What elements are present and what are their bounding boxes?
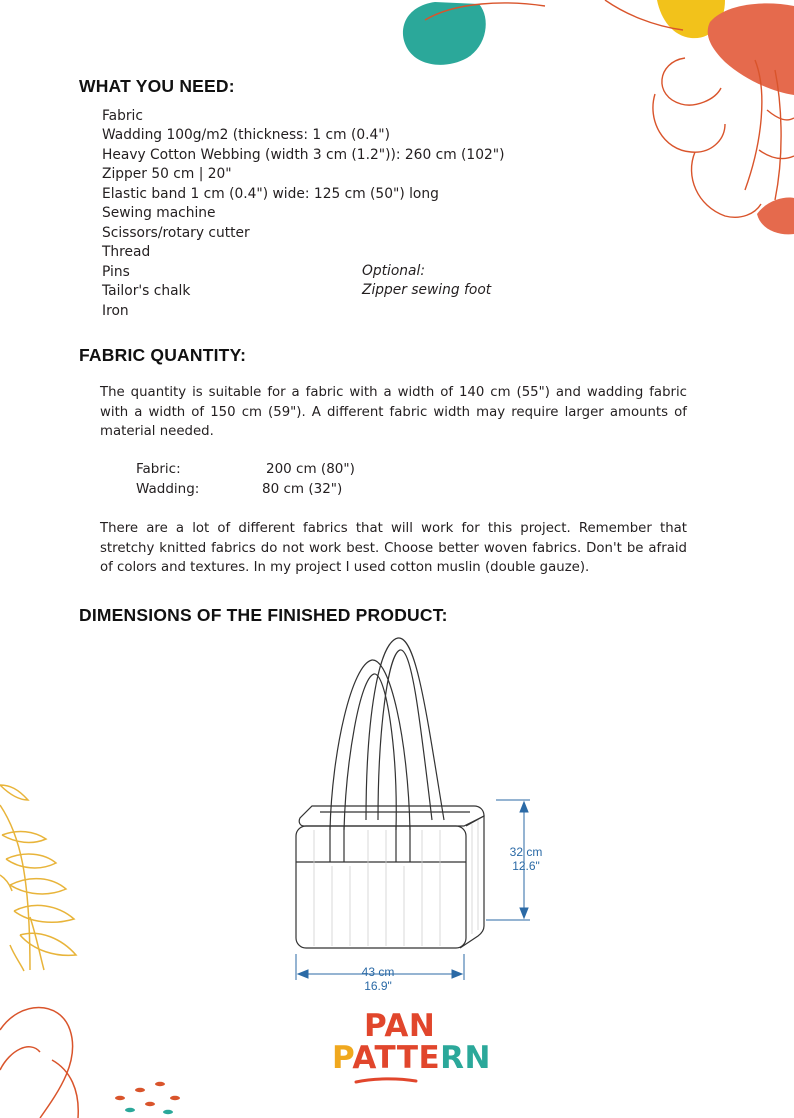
fabric-amount: 200 cm (80") [266,461,355,477]
width-label [350,965,406,993]
wadding-amount: 80 cm (32") [262,481,343,497]
needs-item: Zipper 50 cm | 20" [102,166,232,183]
section-title-what-you-need: WHAT YOU NEED: [79,76,235,96]
quantity-intro-text: The quantity is suitable for a fabric with a width of 140 cm (55") and wadding fabric with a width of 150 cm (59"). A different fabric width may require larger amounts of material needed. [100,385,687,440]
needs-item: Fabric [102,108,143,124]
needs-item: Tailor's chalk [102,283,191,300]
needs-item: Heavy Cotton Webbing (width 3 cm (1.2")): 260 cm (102") [102,146,505,163]
wadding-label: Wadding: [136,481,200,497]
optional-item: Zipper sewing foot [362,282,492,299]
logo-letter: E [418,1040,441,1076]
section-title-dimensions: DIMENSIONS OF THE FINISHED PRODUCT: [79,605,448,625]
logo-line-pan [364,1008,435,1044]
height-cm: 32 cm [509,845,543,859]
logo-letter: T [374,1040,397,1076]
optional-list [362,262,491,301]
logo-letter: N [464,1040,491,1076]
front-handle [330,660,410,830]
coral-blob-bottom [757,198,794,235]
logo-letter: R [440,1040,465,1076]
needs-item: Wadding 100g/m2 (thickness: 1 cm (0.4") [102,127,391,144]
section-title-fabric-quantity: FABRIC QUANTITY: [79,345,247,365]
bottom-left-decoration [0,990,200,1118]
optional-label: Optional: [362,263,425,279]
height-label [498,845,554,873]
width-cm: 43 cm [361,965,395,979]
bag-front [296,826,466,948]
needs-item: Iron [102,302,129,319]
fabric-note-text: There are a lot of different fabrics that will work for this project. Remember that stretchy knitted fabrics do not work best. Choose better woven fabrics. Don't be afraid of colors and textures. In my project I used cotton muslin (double gauze). [100,521,687,576]
fabric-label: Fabric: [136,461,181,477]
needs-item: Pins [102,263,130,280]
logo-letter: A [352,1040,375,1076]
bag-illustration [280,630,540,990]
left-leaf-decoration [0,745,90,975]
logo-line-pattern [332,1040,491,1076]
needs-item: Elastic band 1 cm (0.4") wide: 125 cm (50") long [102,185,439,202]
logo-letter: P [332,1040,353,1076]
logo-letter: T [396,1040,419,1076]
needs-item: Sewing machine [102,205,216,222]
logo-letter: A [384,1008,409,1044]
needs-item: Scissors/rotary cutter [102,224,250,241]
logo-letter: N [408,1008,436,1044]
logo-letter: P [364,1008,385,1044]
needs-item: Thread [102,244,151,261]
height-in: 12.6" [512,859,540,873]
coral-blob [708,3,794,95]
width-in: 16.9" [364,979,392,993]
bag-top [299,806,484,826]
logo-underline [354,1076,418,1086]
